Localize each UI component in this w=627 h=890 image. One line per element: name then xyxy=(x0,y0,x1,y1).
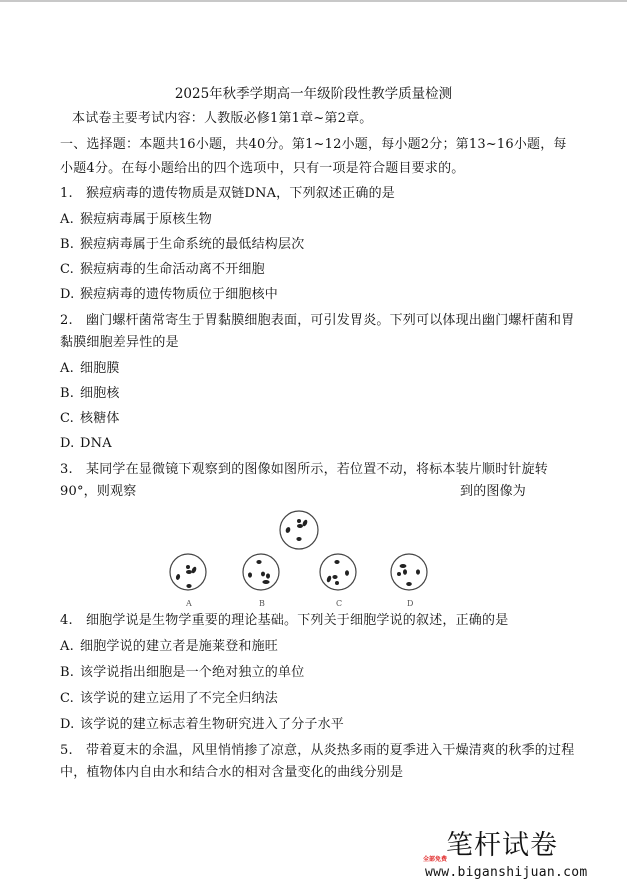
exam-title: 2025年秋季学期高一年级阶段性教学质量检测 xyxy=(174,86,453,102)
watermark-logo[interactable] xyxy=(420,825,627,890)
original-field-of-view xyxy=(280,511,318,549)
question-1-option-a[interactable] xyxy=(60,212,212,228)
question-1-stem xyxy=(60,186,395,202)
question-text: 幽门螺杆菌常寄生于胃黏膜细胞表面，可引发胃炎。下列可以体现出幽门螺杆菌和胃 xyxy=(86,313,575,328)
question-5-stem-line-1 xyxy=(60,743,574,759)
question-number: 1. xyxy=(60,186,73,201)
option-text: 该学说指出细胞是一个绝对独立的单位 xyxy=(80,665,305,680)
question-3-stem-line-2b: 到的图像为 xyxy=(460,484,527,499)
question-1-option-c[interactable] xyxy=(60,262,265,278)
question-number: 4. xyxy=(60,613,73,628)
option-label: B. xyxy=(60,237,75,252)
option-label: C. xyxy=(60,411,75,426)
question-4-option-b[interactable] xyxy=(60,665,304,681)
question-5-stem-line-2: 中，植物体内自由水和结合水的相对含量变化的曲线分别是 xyxy=(60,765,404,780)
question-number: 2. xyxy=(60,313,73,328)
option-text: 猴痘病毒属于生命系统的最低结构层次 xyxy=(80,237,305,252)
exam-scope: 本试卷主要考试内容：人教版必修1第1章~第2章。 xyxy=(72,111,373,126)
svg-text:D: D xyxy=(407,599,414,608)
option-label: D. xyxy=(60,436,75,451)
svg-text:B: B xyxy=(259,599,265,608)
svg-text:A: A xyxy=(186,599,192,608)
question-2-option-d[interactable] xyxy=(60,436,112,452)
option-text: 猴痘病毒属于原核生物 xyxy=(80,212,213,227)
option-label: A. xyxy=(60,639,74,654)
question-2-option-c[interactable] xyxy=(60,411,120,427)
option-label: C. xyxy=(60,262,75,277)
question-2-option-a[interactable] xyxy=(60,361,120,377)
section-header-line-2: 小题4分。在每小题给出的四个选项中，只有一项是符合题目要求的。 xyxy=(60,161,465,176)
question-2-stem-line-2: 黏膜细胞差异性的是 xyxy=(60,335,179,350)
option-label: A. xyxy=(60,361,74,376)
question-2-option-b[interactable] xyxy=(60,386,120,402)
option-text: 细胞核 xyxy=(80,386,120,401)
option-text: DNA xyxy=(80,436,112,451)
question-4-option-d[interactable] xyxy=(60,717,344,733)
choice-a-field[interactable] xyxy=(170,554,206,608)
option-text: 猴痘病毒的遗传物质位于细胞核中 xyxy=(80,287,279,302)
question-number: 3. xyxy=(60,462,73,477)
choice-b-field[interactable] xyxy=(243,554,279,608)
option-label: B. xyxy=(60,386,75,401)
question-4-stem xyxy=(60,613,508,629)
question-1-option-b[interactable] xyxy=(60,237,304,253)
option-text: 该学说的建立运用了不完全归纳法 xyxy=(80,691,279,706)
microscope-field-diagram xyxy=(155,500,455,610)
question-text: 某同学在显微镜下观察到的图像如图所示，若位置不动，将标本装片顺时针旋转 xyxy=(86,462,549,477)
option-label: C. xyxy=(60,691,75,706)
choice-c-field[interactable] xyxy=(320,554,356,608)
question-text: 带着夏末的余温，风里悄悄掺了凉意，从炎热多雨的夏季进入干燥清爽的秋季的过程 xyxy=(86,743,575,758)
option-text: 该学说的建立标志着生物研究进入了分子水平 xyxy=(80,717,345,732)
question-text: 猴痘病毒的遗传物质是双链DNA，下列叙述正确的是 xyxy=(86,186,395,201)
question-2-stem-line-1 xyxy=(60,313,574,329)
choice-d-field[interactable] xyxy=(391,554,427,608)
question-number: 5. xyxy=(60,743,73,758)
watermark-url-link[interactable]: www.biganshijuan.com xyxy=(425,865,588,880)
watermark-brand: 笔杆试卷 xyxy=(446,830,558,861)
option-label: D. xyxy=(60,717,75,732)
question-4-option-c[interactable] xyxy=(60,691,278,707)
question-3-stem-line-2a: 90°，则观察 xyxy=(60,484,137,499)
option-text: 猴痘病毒的生命活动离不开细胞 xyxy=(80,262,265,277)
option-text: 细胞学说的建立者是施莱登和施旺 xyxy=(80,639,279,654)
svg-text:C: C xyxy=(336,599,343,608)
option-text: 细胞膜 xyxy=(80,361,120,376)
question-1-option-d[interactable] xyxy=(60,287,278,303)
question-4-option-a[interactable] xyxy=(60,639,278,655)
section-header-line-1: 一、选择题：本题共16小题，共40分。第1~12小题，每小题2分；第13~16小题，每 xyxy=(60,137,567,152)
option-text: 核糖体 xyxy=(80,411,120,426)
watermark-free-tag: 全部免费 xyxy=(423,856,448,863)
option-label: B. xyxy=(60,665,75,680)
top-border xyxy=(0,0,627,2)
question-text: 细胞学说是生物学重要的理论基础。下列关于细胞学说的叙述，正确的是 xyxy=(86,613,509,628)
option-label: D. xyxy=(60,287,75,302)
question-3-stem-line-1 xyxy=(60,462,548,478)
option-label: A. xyxy=(60,212,74,227)
